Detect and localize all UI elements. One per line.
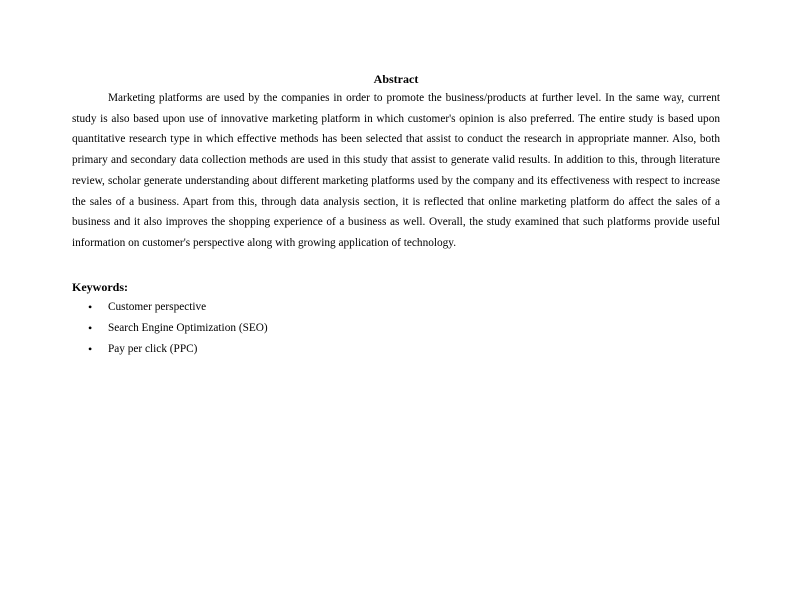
bullet-icon: • xyxy=(88,341,93,356)
keywords-heading: Keywords: xyxy=(72,279,128,294)
keyword-text: Search Engine Optimization (SEO) xyxy=(108,321,268,334)
bullet-icon: • xyxy=(88,320,93,335)
keyword-text: Pay per click (PPC) xyxy=(108,342,198,355)
abstract-title: Abstract xyxy=(373,72,419,86)
page-content xyxy=(72,70,720,360)
keyword-list xyxy=(72,297,720,360)
bullet-icon: • xyxy=(88,299,93,314)
keyword-text: Customer perspective xyxy=(108,300,207,313)
abstract-paragraph: Marketing platforms are used by the companies in order to promote the business/products at further level. In the same way, current study is also based upon use of innovative marketing platform in which customer's opinion is also preferred. The entire study is based upon quantitative research type in which effective methods has been selected that assist to conduct the research in appropriate manner. Also, both primary and secondary data collection methods are used in this study that assist to generate valid results. In addition to this, through literature review, scholar generate understanding about different marketing platforms used by the company and its effectiveness with respect to increase the sales of a business. Apart from this, through data analysis section, it is reflected that online marketing platform do affect the sales of a business and it also improves the shopping experience of a business as well. Overall, the study examined that such platforms provide useful information on customer's perspective along with growing application of technology. xyxy=(72,92,720,249)
keyword-item xyxy=(72,339,720,360)
keyword-item xyxy=(72,318,720,339)
keyword-item xyxy=(72,297,720,318)
